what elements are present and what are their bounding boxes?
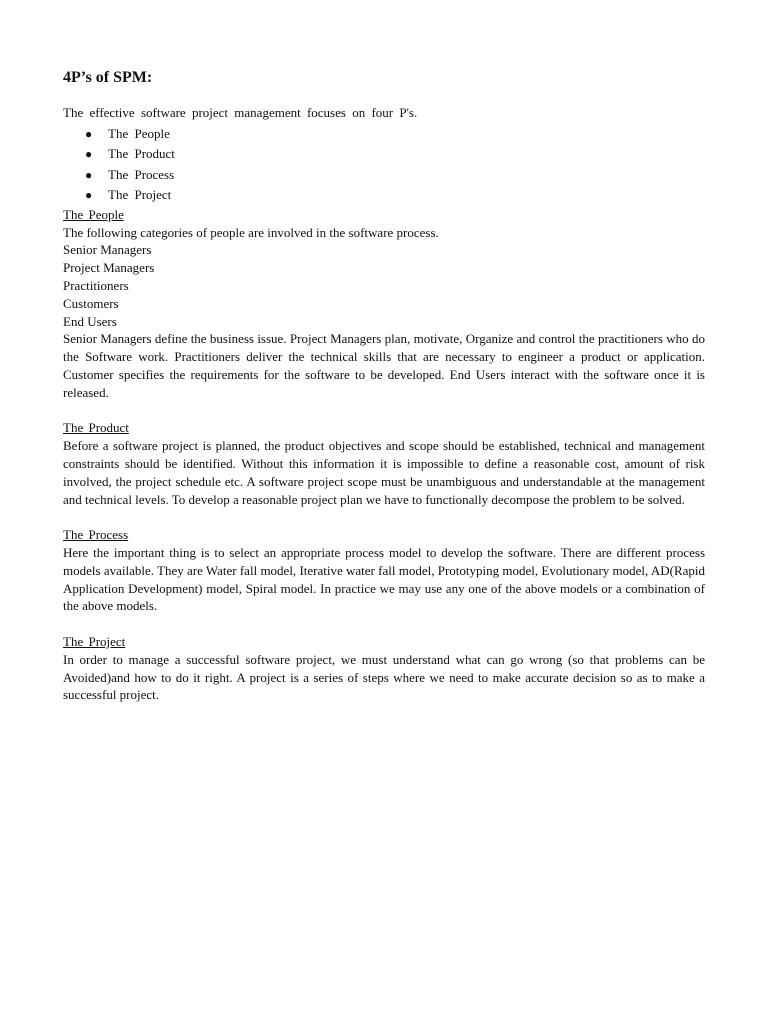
list-item: ● The Project [63, 185, 705, 206]
people-body: Senior Managers define the business issue. Project Managers plan, motivate, Organize and control the practitioners who do the Software work. Practitioners deliver the technical skills that are necessary to engineer a product or application. Customer specifies the requirements for the software to be developed. End Users interact with the software once it is released. [63, 331, 705, 400]
role-item: End Users [63, 313, 117, 329]
people-lead: The following categories of people are involved in the software process. [63, 224, 439, 240]
list-item: ● The People [63, 124, 705, 145]
four-ps-list [63, 124, 705, 206]
bullet-icon: ● [85, 147, 93, 162]
bullet-icon: ● [85, 167, 93, 182]
people-roles [63, 241, 705, 330]
list-item: ● The Product [63, 144, 705, 165]
spacer [63, 615, 705, 633]
project-body: In order to manage a successful software project, we must understand what can go wrong (so that problems can be Avoided)and how to do it right. A project is a series of steps where we need to make accurate decision so as to make a successful project. [63, 651, 705, 703]
role-item: Senior Managers [63, 242, 152, 258]
project-heading: The Project [63, 633, 126, 649]
page-title: 4P’s of SPM: [63, 69, 153, 86]
product-heading: The Product [63, 420, 129, 436]
spacer [63, 402, 705, 420]
spacer [63, 508, 705, 526]
intro-text: The effective software project management focuses on four P's. [63, 105, 418, 120]
people-heading: The People [63, 206, 124, 222]
role-item: Project Managers [63, 260, 155, 276]
bullet-icon: ● [85, 126, 93, 141]
role-item: Customers [63, 295, 119, 311]
bullet-icon: ● [85, 188, 93, 203]
document-page [63, 68, 705, 704]
role-item: Practitioners [63, 277, 129, 293]
process-heading: The Process [63, 527, 129, 543]
list-item: ● The Process [63, 165, 705, 186]
product-body: Before a software project is planned, the product objectives and scope should be established, technical and management constraints should be identified. Without this information it is impossible to define a reasonable cost, amount of risk involved, the project schedule etc. A software project scope must be unambiguous and understandable at the management and technical levels. To develop a reasonable project plan we have to functionally decompose the problem to be solved. [63, 438, 705, 507]
process-body: Here the important thing is to select an appropriate process model to develop the software. There are different process models available. They are Water fall model, Iterative water fall model, Prototyping model, Evolutionary model, AD(Rapid Application Development) model, Spiral model. In practice we may use any one of the above models or a combination of the above models. [63, 544, 705, 614]
